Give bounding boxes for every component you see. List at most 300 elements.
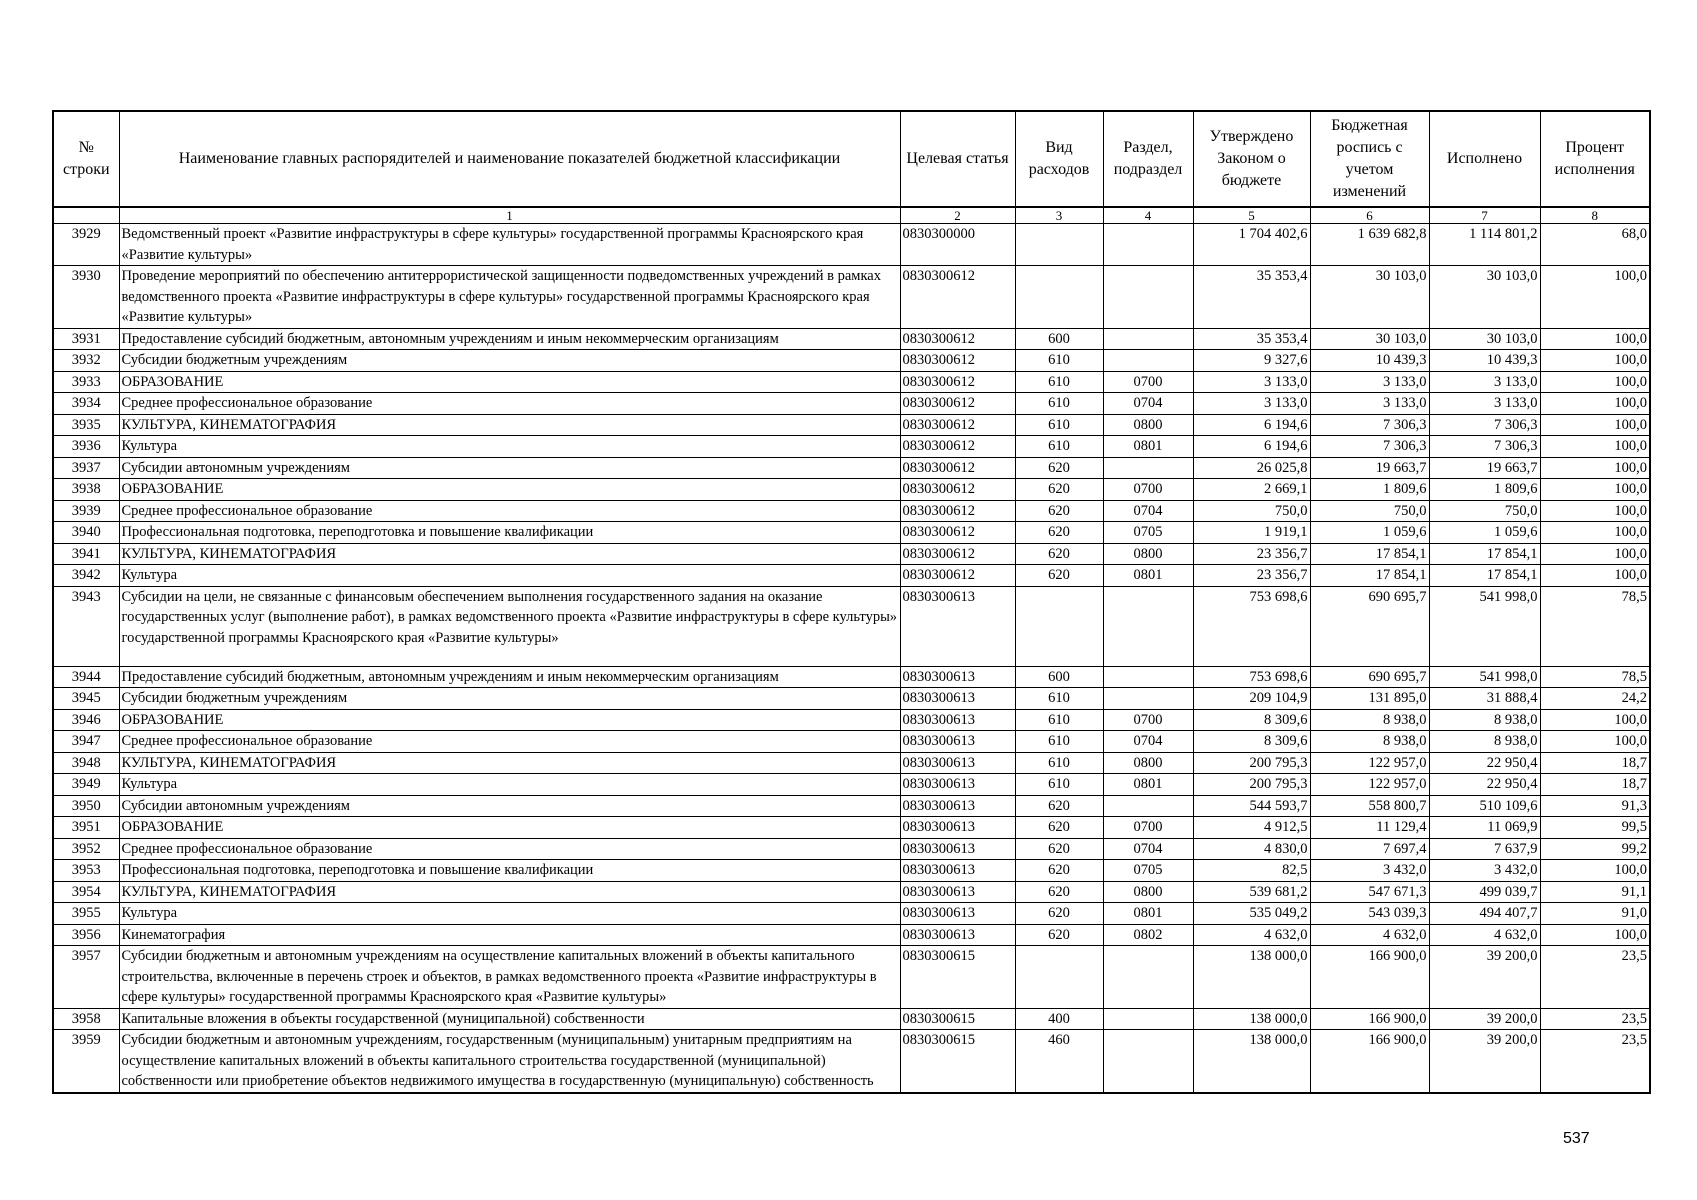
cell-budget-schedule: 30 103,0 <box>1310 328 1429 350</box>
cell-executed: 22 950,4 <box>1429 752 1540 774</box>
cell-expense-kind: 620 <box>1015 457 1103 479</box>
cell-percent: 68,0 <box>1540 224 1650 266</box>
cell-approved: 209 104,9 <box>1193 688 1310 710</box>
cell-line-number: 3958 <box>53 1008 119 1030</box>
table-row <box>53 688 1650 710</box>
cell-executed: 39 200,0 <box>1429 946 1540 1009</box>
cell-budget-schedule: 1 639 682,8 <box>1310 224 1429 266</box>
cell-executed: 7 306,3 <box>1429 436 1540 458</box>
cell-percent: 100,0 <box>1540 860 1650 882</box>
cell-percent: 91,3 <box>1540 795 1650 817</box>
cell-budget-schedule: 1 809,6 <box>1310 479 1429 501</box>
table-row <box>53 752 1650 774</box>
column-number: 8 <box>1540 207 1650 224</box>
cell-budget-schedule: 17 854,1 <box>1310 543 1429 565</box>
cell-line-number: 3947 <box>53 731 119 753</box>
cell-budget-schedule: 7 306,3 <box>1310 414 1429 436</box>
cell-target-article: 0830300613 <box>900 586 1015 666</box>
cell-executed: 541 998,0 <box>1429 586 1540 666</box>
table-row <box>53 543 1650 565</box>
cell-approved: 200 795,3 <box>1193 774 1310 796</box>
cell-name: Культура <box>119 565 900 587</box>
cell-budget-schedule: 122 957,0 <box>1310 752 1429 774</box>
cell-expense-kind: 610 <box>1015 774 1103 796</box>
cell-name: Субсидии бюджетным и автономным учреждениям, государственным (муниципальным) унитарным предприятиям на осуществление капитальных вложений в объекты капитального строительства государственной (муниципальной) собственности или приобретение объектов недвижимого имущества в государственную (муниципальную) собственность <box>119 1030 900 1093</box>
table-row <box>53 1030 1650 1093</box>
cell-target-article: 0830300613 <box>900 795 1015 817</box>
cell-line-number: 3950 <box>53 795 119 817</box>
cell-approved: 544 593,7 <box>1193 795 1310 817</box>
cell-target-article: 0830300613 <box>900 752 1015 774</box>
cell-target-article: 0830300612 <box>900 522 1015 544</box>
cell-line-number: 3930 <box>53 266 119 329</box>
header-section: Раздел, подраздел <box>1103 111 1193 207</box>
cell-percent: 100,0 <box>1540 522 1650 544</box>
cell-approved: 1 704 402,6 <box>1193 224 1310 266</box>
cell-expense-kind: 600 <box>1015 666 1103 688</box>
cell-executed: 541 998,0 <box>1429 666 1540 688</box>
cell-executed: 499 039,7 <box>1429 881 1540 903</box>
table-row <box>53 350 1650 372</box>
cell-expense-kind: 620 <box>1015 881 1103 903</box>
cell-executed: 7 306,3 <box>1429 414 1540 436</box>
cell-line-number: 3952 <box>53 838 119 860</box>
cell-expense-kind: 610 <box>1015 709 1103 731</box>
cell-line-number: 3933 <box>53 371 119 393</box>
cell-executed: 3 432,0 <box>1429 860 1540 882</box>
cell-line-number: 3955 <box>53 903 119 925</box>
table-row <box>53 565 1650 587</box>
cell-expense-kind: 610 <box>1015 752 1103 774</box>
cell-approved: 23 356,7 <box>1193 543 1310 565</box>
column-number: 2 <box>900 207 1015 224</box>
cell-section: 0800 <box>1103 543 1193 565</box>
cell-section <box>1103 688 1193 710</box>
cell-line-number: 3944 <box>53 666 119 688</box>
cell-expense-kind <box>1015 224 1103 266</box>
cell-budget-schedule: 19 663,7 <box>1310 457 1429 479</box>
cell-budget-schedule: 8 938,0 <box>1310 709 1429 731</box>
cell-section: 0700 <box>1103 479 1193 501</box>
cell-executed: 750,0 <box>1429 500 1540 522</box>
cell-expense-kind: 620 <box>1015 795 1103 817</box>
cell-section <box>1103 586 1193 666</box>
cell-target-article: 0830300612 <box>900 393 1015 415</box>
cell-percent: 100,0 <box>1540 266 1650 329</box>
table-row <box>53 586 1650 666</box>
cell-expense-kind <box>1015 266 1103 329</box>
cell-approved: 4 830,0 <box>1193 838 1310 860</box>
column-number <box>53 207 119 224</box>
cell-line-number: 3942 <box>53 565 119 587</box>
table-row <box>53 731 1650 753</box>
cell-line-number: 3949 <box>53 774 119 796</box>
cell-approved: 1 919,1 <box>1193 522 1310 544</box>
table-row <box>53 924 1650 946</box>
cell-percent: 100,0 <box>1540 500 1650 522</box>
column-number: 4 <box>1103 207 1193 224</box>
cell-target-article: 0830300612 <box>900 500 1015 522</box>
cell-target-article: 0830300612 <box>900 350 1015 372</box>
cell-approved: 535 049,2 <box>1193 903 1310 925</box>
cell-line-number: 3937 <box>53 457 119 479</box>
cell-name: КУЛЬТУРА, КИНЕМАТОГРАФИЯ <box>119 752 900 774</box>
cell-name: Субсидии автономным учреждениям <box>119 795 900 817</box>
table-row <box>53 479 1650 501</box>
cell-line-number: 3935 <box>53 414 119 436</box>
cell-section: 0800 <box>1103 881 1193 903</box>
cell-percent: 23,5 <box>1540 1008 1650 1030</box>
cell-target-article: 0830300612 <box>900 543 1015 565</box>
table-row <box>53 946 1650 1009</box>
header-expense-kind: Вид расходов <box>1015 111 1103 207</box>
cell-section <box>1103 350 1193 372</box>
cell-target-article: 0830300612 <box>900 565 1015 587</box>
cell-budget-schedule: 30 103,0 <box>1310 266 1429 329</box>
cell-budget-schedule: 547 671,3 <box>1310 881 1429 903</box>
cell-section: 0801 <box>1103 903 1193 925</box>
cell-expense-kind: 620 <box>1015 500 1103 522</box>
table-row <box>53 436 1650 458</box>
table-row <box>53 457 1650 479</box>
cell-name: Культура <box>119 774 900 796</box>
cell-approved: 35 353,4 <box>1193 266 1310 329</box>
cell-name: КУЛЬТУРА, КИНЕМАТОГРАФИЯ <box>119 881 900 903</box>
cell-name: Предоставление субсидий бюджетным, автономным учреждениям и иным некоммерческим организациям <box>119 666 900 688</box>
cell-budget-schedule: 3 432,0 <box>1310 860 1429 882</box>
cell-budget-schedule: 166 900,0 <box>1310 946 1429 1009</box>
table-row <box>53 266 1650 329</box>
cell-budget-schedule: 17 854,1 <box>1310 565 1429 587</box>
cell-name: Среднее профессиональное образование <box>119 500 900 522</box>
cell-approved: 3 133,0 <box>1193 393 1310 415</box>
cell-expense-kind: 620 <box>1015 860 1103 882</box>
header-target-article: Целевая статья <box>900 111 1015 207</box>
cell-name: Культура <box>119 903 900 925</box>
cell-name: Субсидии на цели, не связанные с финансовым обеспечением выполнения государственного задания на оказание государственных услуг (выполнение работ), в рамках ведомственного проекта «Развитие инфраструктуры в сфере культуры» государственной программы Красноярского края «Развитие культуры» <box>119 586 900 666</box>
cell-percent: 100,0 <box>1540 924 1650 946</box>
cell-executed: 1 114 801,2 <box>1429 224 1540 266</box>
cell-budget-schedule: 131 895,0 <box>1310 688 1429 710</box>
cell-percent: 18,7 <box>1540 752 1650 774</box>
cell-expense-kind: 620 <box>1015 924 1103 946</box>
cell-budget-schedule: 750,0 <box>1310 500 1429 522</box>
cell-target-article: 0830300613 <box>900 924 1015 946</box>
cell-percent: 100,0 <box>1540 565 1650 587</box>
cell-target-article: 0830300615 <box>900 946 1015 1009</box>
cell-executed: 7 637,9 <box>1429 838 1540 860</box>
cell-budget-schedule: 558 800,7 <box>1310 795 1429 817</box>
table-row <box>53 838 1650 860</box>
cell-line-number: 3929 <box>53 224 119 266</box>
cell-expense-kind: 610 <box>1015 731 1103 753</box>
cell-target-article: 0830300613 <box>900 817 1015 839</box>
header-executed: Исполнено <box>1429 111 1540 207</box>
table-row <box>53 817 1650 839</box>
cell-name: Профессиональная подготовка, переподготовка и повышение квалификации <box>119 522 900 544</box>
cell-percent: 100,0 <box>1540 328 1650 350</box>
cell-section: 0800 <box>1103 414 1193 436</box>
cell-percent: 91,1 <box>1540 881 1650 903</box>
cell-expense-kind: 460 <box>1015 1030 1103 1093</box>
cell-line-number: 3934 <box>53 393 119 415</box>
cell-section: 0700 <box>1103 709 1193 731</box>
cell-approved: 4 632,0 <box>1193 924 1310 946</box>
cell-expense-kind: 400 <box>1015 1008 1103 1030</box>
table-row <box>53 795 1650 817</box>
cell-approved: 539 681,2 <box>1193 881 1310 903</box>
cell-percent: 100,0 <box>1540 414 1650 436</box>
cell-approved: 8 309,6 <box>1193 731 1310 753</box>
cell-budget-schedule: 166 900,0 <box>1310 1030 1429 1093</box>
cell-section <box>1103 457 1193 479</box>
cell-expense-kind: 620 <box>1015 817 1103 839</box>
cell-section: 0801 <box>1103 774 1193 796</box>
cell-approved: 2 669,1 <box>1193 479 1310 501</box>
cell-approved: 35 353,4 <box>1193 328 1310 350</box>
cell-line-number: 3943 <box>53 586 119 666</box>
cell-name: Культура <box>119 436 900 458</box>
cell-percent: 100,0 <box>1540 709 1650 731</box>
table-row <box>53 881 1650 903</box>
cell-expense-kind: 610 <box>1015 414 1103 436</box>
header-line-number: № строки <box>53 111 119 207</box>
cell-budget-schedule: 10 439,3 <box>1310 350 1429 372</box>
cell-section <box>1103 266 1193 329</box>
header-approved: Утверждено Законом о бюджете <box>1193 111 1310 207</box>
cell-executed: 3 133,0 <box>1429 371 1540 393</box>
table-row <box>53 774 1650 796</box>
cell-percent: 23,5 <box>1540 946 1650 1009</box>
cell-executed: 17 854,1 <box>1429 543 1540 565</box>
column-number: 1 <box>119 207 900 224</box>
cell-target-article: 0830300613 <box>900 709 1015 731</box>
cell-line-number: 3956 <box>53 924 119 946</box>
cell-name: Проведение мероприятий по обеспечению антитеррористической защищенности подведомственных учреждений в рамках ведомственного проекта «Развитие инфраструктуры в сфере культуры» государственной программы Красноярского края «Развитие культуры» <box>119 266 900 329</box>
cell-executed: 1 059,6 <box>1429 522 1540 544</box>
cell-executed: 1 809,6 <box>1429 479 1540 501</box>
cell-expense-kind: 620 <box>1015 543 1103 565</box>
cell-target-article: 0830300615 <box>900 1008 1015 1030</box>
cell-section: 0704 <box>1103 500 1193 522</box>
cell-expense-kind <box>1015 586 1103 666</box>
cell-approved: 138 000,0 <box>1193 946 1310 1009</box>
cell-expense-kind <box>1015 946 1103 1009</box>
cell-executed: 8 938,0 <box>1429 709 1540 731</box>
column-numbers-row <box>53 207 1650 224</box>
cell-target-article: 0830300613 <box>900 903 1015 925</box>
cell-line-number: 3945 <box>53 688 119 710</box>
cell-executed: 17 854,1 <box>1429 565 1540 587</box>
cell-executed: 39 200,0 <box>1429 1030 1540 1093</box>
column-number: 7 <box>1429 207 1540 224</box>
cell-section: 0704 <box>1103 731 1193 753</box>
cell-name: КУЛЬТУРА, КИНЕМАТОГРАФИЯ <box>119 414 900 436</box>
cell-percent: 99,2 <box>1540 838 1650 860</box>
cell-name: Среднее профессиональное образование <box>119 393 900 415</box>
table-row <box>53 500 1650 522</box>
cell-target-article: 0830300613 <box>900 731 1015 753</box>
cell-expense-kind: 600 <box>1015 328 1103 350</box>
table-row <box>53 860 1650 882</box>
table-row <box>53 393 1650 415</box>
page-number: 537 <box>1563 1130 1590 1147</box>
cell-approved: 138 000,0 <box>1193 1030 1310 1093</box>
cell-name: ОБРАЗОВАНИЕ <box>119 709 900 731</box>
cell-approved: 6 194,6 <box>1193 436 1310 458</box>
cell-section <box>1103 224 1193 266</box>
table-row <box>53 666 1650 688</box>
cell-executed: 19 663,7 <box>1429 457 1540 479</box>
cell-approved: 138 000,0 <box>1193 1008 1310 1030</box>
cell-expense-kind: 610 <box>1015 688 1103 710</box>
table-row <box>53 224 1650 266</box>
cell-executed: 494 407,7 <box>1429 903 1540 925</box>
cell-executed: 11 069,9 <box>1429 817 1540 839</box>
cell-line-number: 3936 <box>53 436 119 458</box>
column-number: 5 <box>1193 207 1310 224</box>
cell-percent: 24,2 <box>1540 688 1650 710</box>
cell-section <box>1103 666 1193 688</box>
cell-target-article: 0830300612 <box>900 328 1015 350</box>
table-row <box>53 414 1650 436</box>
cell-section <box>1103 1030 1193 1093</box>
cell-percent: 100,0 <box>1540 371 1650 393</box>
cell-approved: 8 309,6 <box>1193 709 1310 731</box>
cell-executed: 8 938,0 <box>1429 731 1540 753</box>
cell-budget-schedule: 122 957,0 <box>1310 774 1429 796</box>
cell-name: Среднее профессиональное образование <box>119 731 900 753</box>
cell-line-number: 3951 <box>53 817 119 839</box>
cell-percent: 100,0 <box>1540 350 1650 372</box>
cell-expense-kind: 620 <box>1015 479 1103 501</box>
cell-target-article: 0830300612 <box>900 457 1015 479</box>
cell-section: 0705 <box>1103 860 1193 882</box>
cell-target-article: 0830300613 <box>900 666 1015 688</box>
cell-executed: 22 950,4 <box>1429 774 1540 796</box>
cell-approved: 753 698,6 <box>1193 586 1310 666</box>
cell-executed: 10 439,3 <box>1429 350 1540 372</box>
cell-target-article: 0830300612 <box>900 414 1015 436</box>
cell-percent: 23,5 <box>1540 1030 1650 1093</box>
cell-executed: 4 632,0 <box>1429 924 1540 946</box>
cell-percent: 18,7 <box>1540 774 1650 796</box>
cell-executed: 3 133,0 <box>1429 393 1540 415</box>
cell-name: Профессиональная подготовка, переподготовка и повышение квалификации <box>119 860 900 882</box>
cell-section: 0801 <box>1103 565 1193 587</box>
table-row <box>53 903 1650 925</box>
cell-line-number: 3940 <box>53 522 119 544</box>
cell-approved: 4 912,5 <box>1193 817 1310 839</box>
cell-executed: 39 200,0 <box>1429 1008 1540 1030</box>
header-budget-schedule: Бюджетная роспись с учетом изменений <box>1310 111 1429 207</box>
table-row <box>53 522 1650 544</box>
cell-expense-kind: 610 <box>1015 350 1103 372</box>
cell-line-number: 3938 <box>53 479 119 501</box>
cell-section: 0801 <box>1103 436 1193 458</box>
column-number: 6 <box>1310 207 1429 224</box>
cell-approved: 200 795,3 <box>1193 752 1310 774</box>
cell-name: Субсидии автономным учреждениям <box>119 457 900 479</box>
cell-line-number: 3957 <box>53 946 119 1009</box>
cell-section: 0704 <box>1103 393 1193 415</box>
header-name: Наименование главных распорядителей и наименование показателей бюджетной классификации <box>119 111 900 207</box>
table-row <box>53 709 1650 731</box>
cell-executed: 30 103,0 <box>1429 266 1540 329</box>
cell-line-number: 3959 <box>53 1030 119 1093</box>
cell-budget-schedule: 690 695,7 <box>1310 666 1429 688</box>
cell-name: ОБРАЗОВАНИЕ <box>119 817 900 839</box>
cell-target-article: 0830300613 <box>900 774 1015 796</box>
cell-percent: 99,5 <box>1540 817 1650 839</box>
cell-percent: 78,5 <box>1540 666 1650 688</box>
cell-executed: 30 103,0 <box>1429 328 1540 350</box>
cell-approved: 23 356,7 <box>1193 565 1310 587</box>
cell-expense-kind: 610 <box>1015 436 1103 458</box>
cell-line-number: 3948 <box>53 752 119 774</box>
cell-budget-schedule: 11 129,4 <box>1310 817 1429 839</box>
cell-target-article: 0830300613 <box>900 838 1015 860</box>
cell-target-article: 0830300612 <box>900 266 1015 329</box>
cell-section <box>1103 1008 1193 1030</box>
cell-budget-schedule: 1 059,6 <box>1310 522 1429 544</box>
cell-budget-schedule: 7 306,3 <box>1310 436 1429 458</box>
cell-percent: 100,0 <box>1540 393 1650 415</box>
header-percent: Процент исполнения <box>1540 111 1650 207</box>
cell-target-article: 0830300613 <box>900 688 1015 710</box>
cell-name: ОБРАЗОВАНИЕ <box>119 371 900 393</box>
cell-name: ОБРАЗОВАНИЕ <box>119 479 900 501</box>
cell-approved: 9 327,6 <box>1193 350 1310 372</box>
cell-line-number: 3932 <box>53 350 119 372</box>
cell-section: 0800 <box>1103 752 1193 774</box>
cell-budget-schedule: 7 697,4 <box>1310 838 1429 860</box>
cell-name: Предоставление субсидий бюджетным, автономным учреждениям и иным некоммерческим организациям <box>119 328 900 350</box>
cell-name: КУЛЬТУРА, КИНЕМАТОГРАФИЯ <box>119 543 900 565</box>
cell-expense-kind: 620 <box>1015 903 1103 925</box>
cell-line-number: 3941 <box>53 543 119 565</box>
cell-budget-schedule: 4 632,0 <box>1310 924 1429 946</box>
table-header-row <box>53 111 1650 207</box>
cell-percent: 100,0 <box>1540 543 1650 565</box>
cell-approved: 82,5 <box>1193 860 1310 882</box>
cell-approved: 3 133,0 <box>1193 371 1310 393</box>
table-row <box>53 328 1650 350</box>
cell-section: 0705 <box>1103 522 1193 544</box>
cell-target-article: 0830300612 <box>900 436 1015 458</box>
table-row <box>53 1008 1650 1030</box>
cell-line-number: 3953 <box>53 860 119 882</box>
cell-section: 0700 <box>1103 817 1193 839</box>
cell-approved: 6 194,6 <box>1193 414 1310 436</box>
cell-section <box>1103 795 1193 817</box>
cell-section: 0704 <box>1103 838 1193 860</box>
table-row <box>53 371 1650 393</box>
cell-target-article: 0830300613 <box>900 860 1015 882</box>
cell-percent: 100,0 <box>1540 436 1650 458</box>
cell-line-number: 3939 <box>53 500 119 522</box>
cell-name: Субсидии бюджетным учреждениям <box>119 350 900 372</box>
cell-executed: 31 888,4 <box>1429 688 1540 710</box>
cell-budget-schedule: 543 039,3 <box>1310 903 1429 925</box>
cell-section <box>1103 946 1193 1009</box>
cell-section: 0700 <box>1103 371 1193 393</box>
cell-section: 0802 <box>1103 924 1193 946</box>
cell-budget-schedule: 166 900,0 <box>1310 1008 1429 1030</box>
cell-name: Субсидии бюджетным и автономным учреждениям на осуществление капитальных вложений в объекты капитального строительства, включенные в перечень строек и объектов, в рамках ведомственного проекта «Развитие инфраструктуры в сфере культуры» государственной программы Красноярского края «Развитие культуры» <box>119 946 900 1009</box>
cell-name: Ведомственный проект «Развитие инфраструктуры в сфере культуры» государственной программы Красноярского края «Развитие культуры» <box>119 224 900 266</box>
cell-expense-kind: 610 <box>1015 371 1103 393</box>
